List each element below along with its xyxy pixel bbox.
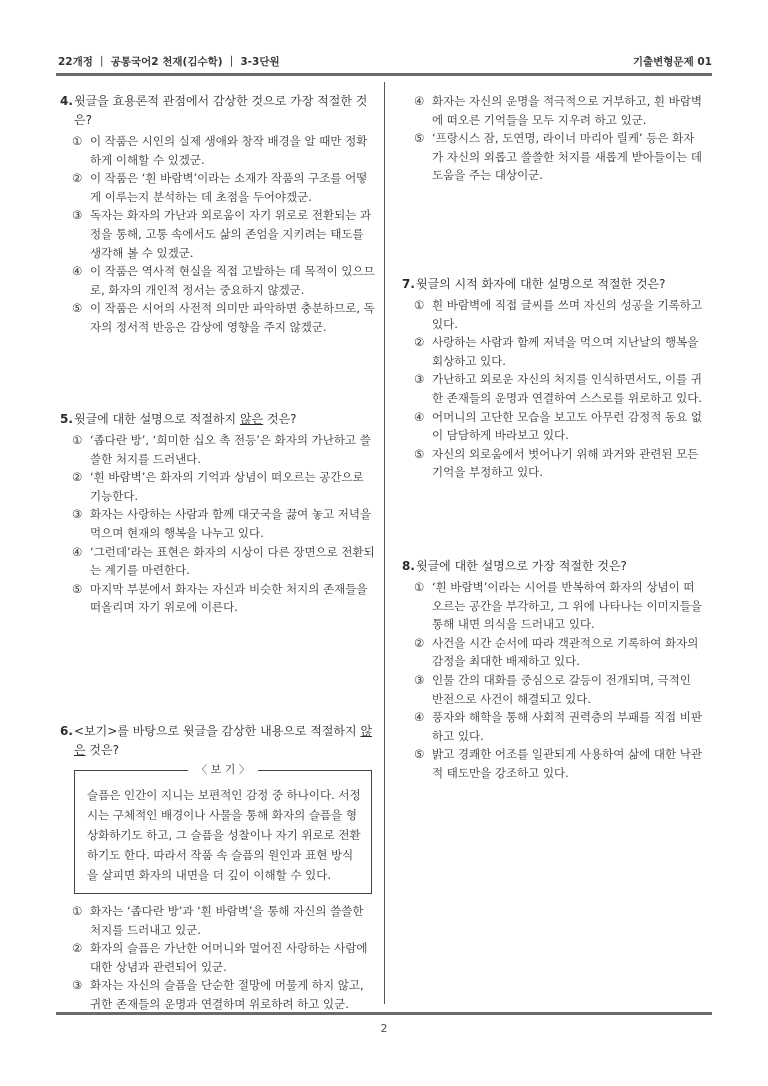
choice-1[interactable] — [60, 431, 376, 468]
choice-text: 마지막 부분에서 화자는 자신과 비슷한 처지의 존재들을 떠올리며 자기 위로에 이른다. — [90, 581, 368, 615]
choice-text: 화자는 자신의 슬픔을 단순한 절망에 머물게 하지 않고, 귀한 존재들의 운명과 연결하며 위로하려 하고 있군. — [90, 978, 364, 1011]
choice-text: 이 작품은 ‘흰 바람벽’이라는 소재가 작품의 구조를 어떻게 이루는지 분석하는 데 초점을 두어야겠군. — [90, 171, 368, 204]
question-4 — [60, 92, 376, 337]
choice-4[interactable] — [60, 543, 376, 580]
choice-text: 사랑하는 사람과 함께 저녁을 먹으며 지난날의 행복을 회상하고 있다. — [432, 335, 699, 368]
choice-1[interactable] — [60, 132, 376, 169]
choice-text: 화자의 슬픔은 가난한 어머니와 멀어진 사랑하는 사람에 대한 상념과 관련되어 있군. — [90, 941, 368, 974]
choice-marker: ④ — [414, 94, 425, 108]
choice-text: 화자는 자신의 운명을 적극적으로 거부하고, 흰 바람벽에 떠오른 기억들을 모두 지우려 하고 있군. — [432, 94, 702, 127]
question-stem — [402, 275, 702, 294]
choice-2[interactable] — [60, 468, 376, 505]
choice-marker: ③ — [72, 507, 83, 522]
question-number: 6. — [60, 724, 73, 738]
choice-marker: ⑤ — [72, 301, 83, 316]
choice-4[interactable] — [402, 708, 702, 745]
question-6-continued — [402, 92, 702, 185]
bogi-text: 슬픔은 인간이 지니는 보편적인 감정 중 하나이다. 서정시는 구체적인 배경이나 사물을 통해 화자의 슬픔을 형상화하기도 하고, 그 슬픔을 성찰이나 자기 위로로 전환하기도 한다. 따라서 작품 속 슬픔의 원인과 표현 방식을 살피면 화자의 내면을 더 깊이 이해할 수 있다. — [87, 788, 361, 882]
choice-4[interactable] — [402, 408, 702, 445]
question-text-underlined: 않은 — [74, 724, 373, 757]
choice-marker: ① — [72, 134, 83, 148]
page-header — [56, 48, 712, 74]
question-5 — [60, 410, 376, 617]
choice-1[interactable] — [402, 578, 702, 634]
question-stem — [60, 722, 376, 760]
header-title: 기출변형문제 01 — [632, 56, 712, 68]
choice-3[interactable] — [60, 505, 376, 542]
choice-text: 인물 간의 대화를 중심으로 갈등이 전개되며, 극적인 반전으로 사건이 해결되고 있다. — [432, 672, 691, 706]
choice-1[interactable] — [402, 296, 702, 333]
choice-marker: ④ — [72, 264, 83, 279]
choice-5[interactable] — [60, 299, 376, 336]
choice-text: 어머니의 고단한 모습을 보고도 아무런 감정적 동요 없이 담담하게 바라보고 있다. — [432, 409, 702, 443]
choice-list — [60, 431, 376, 617]
choice-marker: ① — [414, 298, 425, 312]
choice-text: 가난하고 외로운 자신의 처지를 인식하면서도, 이를 귀한 존재들의 운명과 연결하여 스스로를 위로하고 있다. — [432, 372, 702, 405]
choice-3[interactable] — [402, 671, 702, 708]
question-text-post: 것은? — [85, 743, 119, 757]
column-divider — [384, 82, 385, 1004]
choice-text: 이 작품은 시어의 사전적 의미만 파악하면 충분하므로, 독자의 정서적 반응은 감상에 영향을 주지 않겠군. — [90, 301, 375, 334]
choice-3[interactable] — [402, 370, 702, 407]
choice-marker: ⑤ — [414, 131, 425, 146]
choice-text: 독자는 화자의 가난과 외로움이 자기 위로로 전환되는 과정을 통해, 고통 속에서도 삶의 존엄을 지키려는 태도를 생각해 볼 수 있겠군. — [90, 208, 372, 260]
question-text-pre: <보기>를 바탕으로 윗글을 감상한 내용으로 적절하지 — [74, 724, 361, 738]
choice-5[interactable] — [402, 445, 702, 482]
choice-list — [60, 902, 376, 1014]
page-number: 2 — [380, 1022, 388, 1035]
question-text-underlined: 않은 — [239, 412, 264, 426]
choice-marker: ① — [414, 580, 425, 594]
choice-2[interactable] — [402, 333, 702, 370]
choice-marker: ② — [72, 941, 83, 956]
choice-marker: ② — [72, 171, 83, 186]
choice-text: ‘흰 바람벽’은 화자의 기억과 상념이 떠오르는 공간으로 기능한다. — [90, 470, 364, 503]
choice-text: ‘그런데’라는 표현은 화자의 시상이 다른 장면으로 전환되는 계기를 마련한다. — [90, 544, 375, 578]
choice-marker: ② — [414, 635, 425, 650]
choice-marker: ② — [414, 335, 425, 350]
choice-text: ‘흰 바람벽’이라는 시어를 반복하여 화자의 상념이 떠오르는 공간을 부각하고, 그 위에 나타나는 이미지들을 통해 내면 의식을 드러내고 있다. — [432, 580, 702, 632]
question-number: 4. — [60, 94, 73, 108]
header-rule — [56, 73, 712, 76]
question-number: 5. — [60, 412, 73, 426]
choice-text: 자신의 외로움에서 벗어나기 위해 과거와 관련된 모든 기억을 부정하고 있다. — [432, 446, 699, 480]
choice-1[interactable] — [60, 902, 376, 939]
choice-text: ‘좁다란 방’, ‘희미한 십오 촉 전등’은 화자의 가난하고 쓸쓸한 처지를 드러낸다. — [90, 433, 371, 466]
choice-list — [60, 132, 376, 337]
choice-text: ‘프랑시스 잠, 도연명, 라이너 마리아 릴케’ 등은 화자가 자신의 외롭고 쓸쓸한 처지를 새롭게 받아들이는 데 도움을 주는 대상이군. — [432, 131, 702, 183]
choice-marker: ④ — [414, 409, 425, 424]
question-stem — [60, 92, 376, 130]
choice-text: 흰 바람벽에 직접 글씨를 쓰며 자신의 성공을 기록하고 있다. — [432, 298, 702, 331]
choice-text: 이 작품은 역사적 현실을 직접 고발하는 데 목적이 있으므로, 화자의 개인적 정서는 중요하지 않겠군. — [90, 264, 375, 297]
choice-text: 이 작품은 시인의 실제 생애와 창작 배경을 알 때만 정확하게 이해할 수 있겠군. — [90, 134, 368, 167]
header-course-info: 22개정 ｜ 공통국어2 천재(김수학) ｜ 3-3단원 — [58, 56, 280, 68]
question-text-post: 것은? — [263, 412, 297, 426]
question-7 — [402, 275, 702, 482]
question-text: 윗글에 대한 설명으로 가장 적절한 것은? — [416, 559, 627, 573]
question-stem — [402, 557, 702, 576]
choice-marker: ① — [72, 904, 83, 918]
choice-5[interactable] — [402, 129, 702, 185]
choice-marker: ③ — [72, 208, 83, 223]
choice-5[interactable] — [402, 745, 702, 782]
question-stem — [60, 410, 376, 429]
question-number: 8. — [402, 559, 415, 573]
choice-marker: ③ — [414, 672, 425, 687]
choice-4[interactable] — [60, 262, 376, 299]
question-6 — [60, 722, 376, 1014]
choice-3[interactable] — [60, 206, 376, 262]
choice-text: 화자는 ‘좁다란 방’과 ‘흰 바람벽’을 통해 자신의 쓸쓸한 처지를 드러내고 있군. — [90, 904, 364, 937]
choice-3[interactable] — [60, 976, 376, 1013]
choice-2[interactable] — [402, 634, 702, 671]
choice-4[interactable] — [402, 92, 702, 129]
choice-marker: ⑤ — [414, 446, 425, 461]
choice-2[interactable] — [60, 169, 376, 206]
choice-marker: ① — [72, 433, 83, 447]
choice-list — [402, 578, 702, 783]
choice-marker: ⑤ — [72, 581, 83, 596]
choice-5[interactable] — [60, 580, 376, 617]
question-number: 7. — [402, 277, 415, 291]
question-text: 윗글의 시적 화자에 대한 설명으로 적절한 것은? — [416, 277, 666, 291]
choice-marker: ⑤ — [414, 747, 425, 762]
choice-text: 밝고 경쾌한 어조를 일관되게 사용하여 삶에 대한 낙관적 태도만을 강조하고 있다. — [432, 747, 702, 780]
choice-marker: ② — [72, 470, 83, 485]
choice-2[interactable] — [60, 939, 376, 976]
choice-marker: ③ — [414, 372, 425, 387]
bogi-title: 〈 보 기 〉 — [188, 763, 258, 776]
choice-text: 풍자와 해학을 통해 사회적 권력층의 부패를 직접 비판하고 있다. — [432, 710, 702, 743]
choice-text: 사건을 시간 순서에 따라 객관적으로 기록하여 화자의 감정을 최대한 배제하고 있다. — [432, 635, 699, 669]
question-text-pre: 윗글에 대한 설명으로 적절하지 — [74, 412, 240, 426]
choice-marker: ④ — [414, 710, 425, 725]
choice-list — [402, 296, 702, 482]
footer-rule — [56, 1012, 712, 1015]
choice-list — [402, 92, 702, 185]
choice-text: 화자는 사랑하는 사람과 함께 대굿국을 끓여 놓고 저녁을 먹으며 현재의 행복을 나누고 있다. — [90, 507, 372, 540]
question-text: 윗글을 효용론적 관점에서 감상한 것으로 가장 적절한 것은? — [74, 94, 368, 127]
question-8 — [402, 557, 702, 783]
choice-marker: ③ — [72, 978, 83, 993]
bogi-box — [74, 763, 372, 894]
choice-marker: ④ — [72, 544, 83, 559]
